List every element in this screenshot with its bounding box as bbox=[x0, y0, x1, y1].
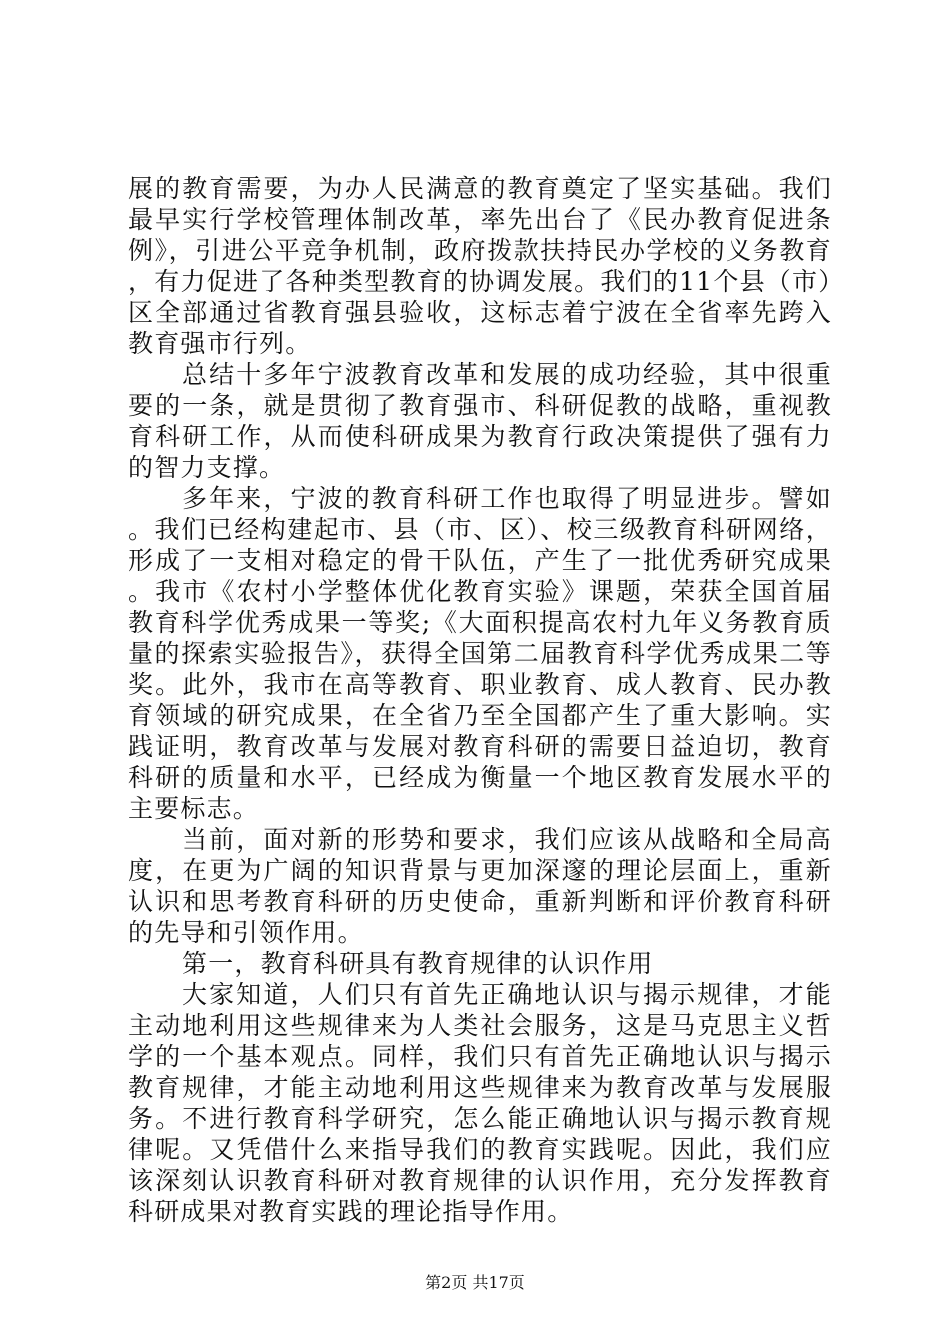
paragraph-current: 当前，面对新的形势和要求，我们应该从战略和全局高度，在更为广阔的知识背景与更加深邃的理论层面上，重新认识和思考教育科研的历史使命，重新判断和评价教育科研的先导和引领作用。 bbox=[128, 825, 832, 947]
page-number-footer: 第2页 共17页 bbox=[425, 1273, 525, 1292]
paragraph-cognition: 大家知道，人们只有首先正确地认识与揭示规律，才能主动地利用这些规律来为人类社会服务，这是马克思主义哲学的一个基本观点。同样，我们只有首先正确地认识与揭示教育规律，才能主动地利用这些规律来为教育改革与发展服务。不进行教育科学研究，怎么能正确地认识与揭示教育规律呢。又凭借什么来指导我们的教育实践呢。因此，我们应该深刻认识教育科研对教育规律的认识作用，充分发挥教育科研成果对教育实践的理论指导作用。 bbox=[128, 980, 832, 1226]
paragraph-continued: 展的教育需要，为办人民满意的教育奠定了坚实基础。我们最早实行学校管理体制改革，率先出台了《民办教育促进条例》，引进公平竞争机制，政府拨款扶持民办学校的义务教育，有力促进了各种类型教育的协调发展。我们的11个县（市）区全部通过省教育强县验收，这标志着宁波在全省率先跨入教育强市行列。 bbox=[128, 174, 832, 358]
paragraph-progress: 多年来，宁波的教育科研工作也取得了明显进步。譬如。我们已经构建起市、县（市、区）、校三级教育科研网络，形成了一支相对稳定的骨干队伍，产生了一批优秀研究成果。我市《农村小学整体优化教育实验》课题，荣获全国首届教育科学优秀成果一等奖;《大面积提高农村九年义务教育质量的探索实验报告》，获得全国第二届教育科学优秀成果二等奖。此外，我市在高等教育、职业教育、成人教育、民办教育领域的研究成果，在全省乃至全国都产生了重大影响。实践证明，教育改革与发展对教育科研的需要日益迫切，教育科研的质量和水平，已经成为衡量一个地区教育发展水平的主要标志。 bbox=[128, 484, 832, 823]
section-heading: 第一，教育科研具有教育规律的认识作用 bbox=[182, 949, 654, 978]
document-body bbox=[128, 173, 832, 1227]
paragraph-summary: 总结十多年宁波教育改革和发展的成功经验，其中很重要的一条，就是贯彻了教育强市、科研促教的战略，重视教育科研工作，从而使科研成果为教育行政决策提供了强有力的智力支撑。 bbox=[128, 360, 832, 482]
